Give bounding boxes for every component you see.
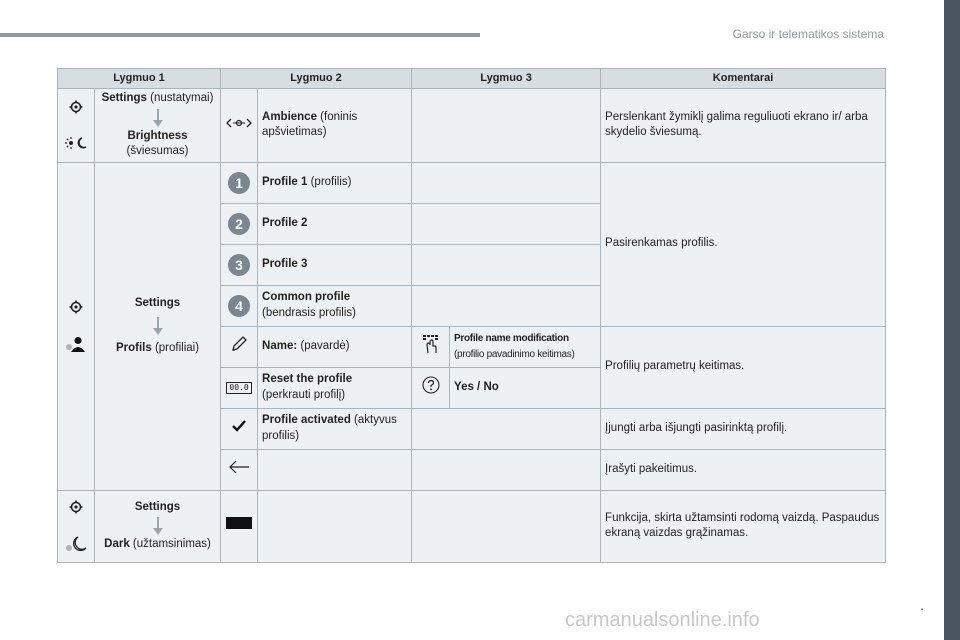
dark-label: Dark — [104, 538, 130, 551]
name-icon-cell — [221, 326, 258, 367]
name-label: Name: — [262, 339, 298, 352]
ambience-cell — [258, 89, 412, 163]
comment-dark: Funkcija, skirta užtamsinti rodomą vaizdą. Paspaudus ekraną vaizdas grąžinamas. — [601, 490, 886, 562]
profile-name-modification-cell — [450, 326, 601, 367]
reset-profile-cell — [258, 367, 412, 408]
profile-3-badge[interactable]: 3 — [228, 254, 250, 276]
user-profile-icon — [65, 336, 87, 352]
common-profile-cell — [258, 285, 412, 326]
moon-icon — [65, 536, 87, 552]
brightness-label: Brightness — [127, 129, 188, 142]
profils-label: Profils — [115, 342, 152, 355]
table-row — [58, 490, 886, 562]
arrow-down-icon — [153, 517, 163, 535]
reset-icon-cell — [221, 367, 258, 408]
keyboard-icon-cell — [412, 326, 450, 367]
settings-label: Settings — [101, 92, 147, 104]
profile-1-cell — [258, 162, 412, 203]
ambience-label: Ambience — [262, 110, 317, 123]
yes-no-cell — [450, 367, 601, 408]
gear-icon — [69, 500, 83, 514]
common-profile-label: Common profile — [262, 291, 351, 304]
comment-select-profile: Pasirenkamas profilis. — [601, 162, 886, 326]
reset-profile-translation: (perkrauti profilį) — [262, 388, 346, 401]
profile-1-badge[interactable]: 1 — [228, 172, 250, 194]
comment-profile-params: Profilių parametrų keitimas. — [601, 326, 886, 408]
profile-name-modification-translation: (profilio pavadinimo keitimas) — [454, 348, 575, 360]
profile-2-number-cell — [221, 203, 258, 244]
settings-translation: (nustatymai) — [146, 92, 214, 104]
arrow-down-icon — [153, 317, 163, 335]
profile-4-number-cell — [221, 285, 258, 326]
profile-3-label: Profile 3 — [262, 257, 308, 270]
level1-profile-icons — [58, 162, 95, 490]
profile-1-number-cell — [221, 162, 258, 203]
comment-toggle-profile: Įjungti arba išjungti pasirinktą profilį. — [601, 408, 886, 449]
comment-brightness: Perslenkant žymiklį galima reguliuoti ekrano ir/ arba skydelio šviesumą. — [601, 89, 886, 163]
arrow-down-icon — [153, 109, 163, 127]
level2-empty — [258, 490, 412, 562]
gear-icon — [69, 100, 83, 114]
profils-translation: (profiliai) — [151, 342, 200, 355]
level3-empty — [412, 89, 601, 163]
keyboard-hand-icon[interactable] — [422, 334, 440, 354]
profile-activated-translation: (aktyvus profilis) — [262, 414, 397, 442]
header-level-3: Lygmuo 3 — [412, 69, 601, 89]
level1-icons — [58, 89, 95, 163]
level1-profiles-cell — [95, 162, 221, 490]
profile-1-translation: (profilis) — [307, 175, 352, 188]
back-icon-cell — [221, 449, 258, 490]
pencil-icon[interactable] — [231, 336, 247, 352]
reset-profile-label: Reset the profile — [262, 373, 353, 386]
black-screen-icon[interactable] — [226, 517, 252, 529]
page-dot: . — [920, 597, 924, 613]
brightness-moon-icon — [65, 136, 87, 150]
profile-name-modification-label: Profile name modification — [454, 333, 569, 345]
ambience-slider-icon[interactable] — [226, 117, 252, 129]
level3-empty — [412, 449, 601, 490]
table-header-row — [58, 69, 886, 89]
reset-counter-icon[interactable]: 00.0 — [226, 382, 251, 394]
watermark: carmanualsonline.info — [565, 609, 760, 631]
section-title: Garso ir telematikos sistema — [732, 27, 884, 41]
header-bar — [0, 33, 480, 37]
name-translation: (pavardė) — [297, 339, 350, 352]
header-level-1: Lygmuo 1 — [58, 69, 221, 89]
level1-dark-icons — [58, 490, 95, 562]
settings-table — [57, 68, 886, 563]
dark-translation: (užtamsinimas) — [129, 538, 211, 551]
level2-icon-cell — [221, 89, 258, 163]
profile-activated-cell — [258, 408, 412, 449]
checkmark-icon[interactable] — [232, 420, 246, 432]
question-circle-icon[interactable] — [422, 376, 440, 394]
level3-empty — [412, 285, 601, 326]
profile-3-number-cell — [221, 244, 258, 285]
header-comments: Komentarai — [601, 69, 886, 89]
level1-brightness-cell — [95, 89, 221, 163]
yes-no-label: Yes / No — [454, 380, 499, 393]
level3-empty — [412, 244, 601, 285]
check-icon-cell — [221, 408, 258, 449]
profile-activated-label: Profile activated — [262, 414, 351, 427]
profile-2-badge[interactable]: 2 — [228, 213, 250, 235]
level3-empty — [412, 162, 601, 203]
table-row — [58, 162, 886, 203]
back-empty-cell — [258, 449, 412, 490]
black-screen-icon-cell — [221, 490, 258, 562]
level3-empty — [412, 408, 601, 449]
back-arrow-icon[interactable] — [228, 460, 250, 474]
gear-icon — [69, 300, 83, 314]
profile-2-label: Profile 2 — [262, 216, 308, 229]
settings-label: Settings — [134, 500, 181, 513]
ambience-translation: (foninis apšvietimas) — [262, 110, 358, 139]
level3-empty — [412, 490, 601, 562]
name-cell — [258, 326, 412, 367]
profile-4-badge[interactable]: 4 — [228, 295, 250, 317]
question-icon-cell — [412, 367, 450, 408]
header-level-2: Lygmuo 2 — [221, 69, 412, 89]
page-edge-strip — [944, 0, 960, 640]
comment-save-changes: Įrašyti pakeitimus. — [601, 449, 886, 490]
table-row — [58, 89, 886, 163]
level3-empty — [412, 203, 601, 244]
level1-dark-cell — [95, 490, 221, 562]
profile-2-cell — [258, 203, 412, 244]
brightness-translation: (šviesumas) — [126, 145, 189, 158]
profile-3-cell — [258, 244, 412, 285]
common-profile-translation: (bendrasis profilis) — [262, 306, 356, 319]
profile-1-label: Profile 1 — [262, 175, 308, 188]
settings-label: Settings — [134, 296, 181, 309]
